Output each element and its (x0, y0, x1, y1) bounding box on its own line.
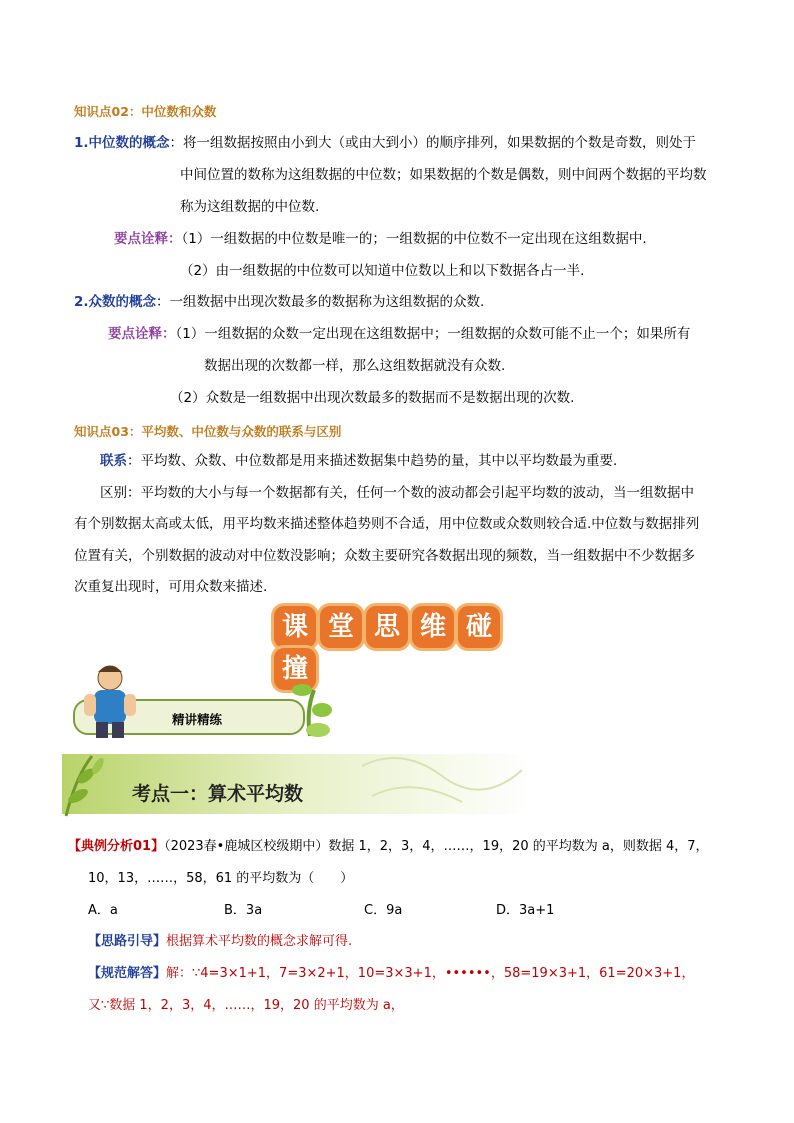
section-label: 精讲精练 (172, 712, 223, 727)
difference-label: 区别 (100, 485, 127, 501)
example-line2: 10，13，……，58，61 的平均数为（ ） (88, 871, 354, 886)
banner-char-4: 维 (412, 606, 454, 648)
topic-title: 考点一：算术平均数 (132, 783, 304, 805)
note1-label: 要点诠释： (114, 231, 182, 247)
difference-line3: 位置有关，个别数据的波动对中位数没影响；众数主要研究各数据出现的频数，当一组数据中不少数据多 (74, 548, 695, 564)
banner-char-1: 课 (274, 606, 316, 648)
example-text-1: （2023春•鹿城区校级期中）数据 1，2，3，4，……，19，20 的平均数为 a，则数据 4，7， (164, 839, 709, 854)
median-definition-line1 (74, 134, 696, 152)
median-note-2: （2）由一组数据的中位数可以知道中位数以上和以下数据各占一半. (180, 263, 585, 279)
hint-text: 根据算术平均数的概念求解可得. (166, 934, 353, 949)
kp2-title: 知识点02：中位数和众数 (74, 104, 217, 119)
median-label: 1.中位数的概念 (74, 135, 170, 151)
median-definition-line3: 称为这组数据的中位数. (180, 199, 320, 215)
solution-line1 (88, 965, 694, 983)
median-note-1 (114, 230, 647, 248)
mode-note-1b: 数据出现的次数都一样，那么这组数据就没有众数. (204, 358, 506, 374)
option-d[interactable]: D．3a+1 (496, 903, 555, 918)
option-c[interactable]: C．9a (364, 903, 403, 918)
banner-char-2: 堂 (320, 606, 362, 648)
banner-char-5: 碰 (458, 606, 500, 648)
difference-text-1: ：平均数的大小与每一个数据都有关，任何一个数的波动都会引起平均数的波动，当一组数据中 (127, 485, 694, 501)
difference-line4: 次重复出现时，可用众数来描述. (74, 579, 268, 595)
relation-label: 联系 (100, 453, 127, 469)
banner-char-6: 撞 (274, 648, 316, 690)
median-text-1: ：将一组数据按照由小到大（或由大到小）的顺序排列，如果数据的个数是奇数，则处于 (169, 135, 697, 151)
option-b[interactable]: B．3a (224, 903, 263, 918)
note2-label: 要点诠释： (108, 326, 176, 342)
section-header-graphic (70, 660, 340, 740)
note2-point1a: （1）一组数据的众数一定出现在这组数据中；一组数据的众数可能不止一个；如果所有 (175, 326, 691, 342)
option-a[interactable]: A．a (88, 903, 118, 918)
solution-tag: 【规范解答】 (88, 966, 167, 981)
relation-text: ：平均数、众数、中位数都是用来描述数据集中趋势的量，其中以平均数最为重要. (127, 453, 618, 469)
solution-text-1: 解：∵4=3×1+1，7=3×2+1，10=3×3+1，••••••，58=19×3+1，61=20×3+1， (166, 966, 695, 981)
mode-note-2: （2）众数是一组数据中出现次数最多的数据而不是数据出现的次数. (170, 390, 575, 406)
median-definition-line2: 中间位置的数称为这组数据的中位数；如果数据的个数是偶数，则中间两个数据的平均数 (180, 167, 707, 183)
difference-line1 (100, 484, 694, 502)
note1-point1: （1）一组数据的中位数是唯一的；一组数据的中位数不一定出现在这组数据中. (181, 231, 647, 247)
kp3-title: 知识点03：平均数、中位数与众数的联系与区别 (74, 424, 342, 439)
mode-text: ：一组数据中出现次数最多的数据称为这组数据的众数. (156, 294, 485, 310)
difference-line2: 有个别数据太高或太低，用平均数来描述整体趋势则不合适，用中位数或众数则较合适.中位数与数据排列 (74, 516, 700, 532)
banner-char-3: 思 (366, 606, 408, 648)
relation-line (100, 452, 617, 470)
mode-note-1a (108, 325, 690, 343)
example-line1 (68, 838, 709, 856)
solution-line2: 又∵数据 1，2，3，4，……，19，20 的平均数为 a， (88, 998, 404, 1013)
mode-definition (74, 293, 484, 311)
hint-line (88, 933, 352, 951)
mode-label: 2.众数的概念 (74, 294, 157, 310)
example-tag: 【典例分析01】 (68, 839, 165, 854)
hint-tag: 【思路引导】 (88, 934, 167, 949)
classroom-banner (274, 606, 544, 684)
section-header (70, 660, 340, 740)
